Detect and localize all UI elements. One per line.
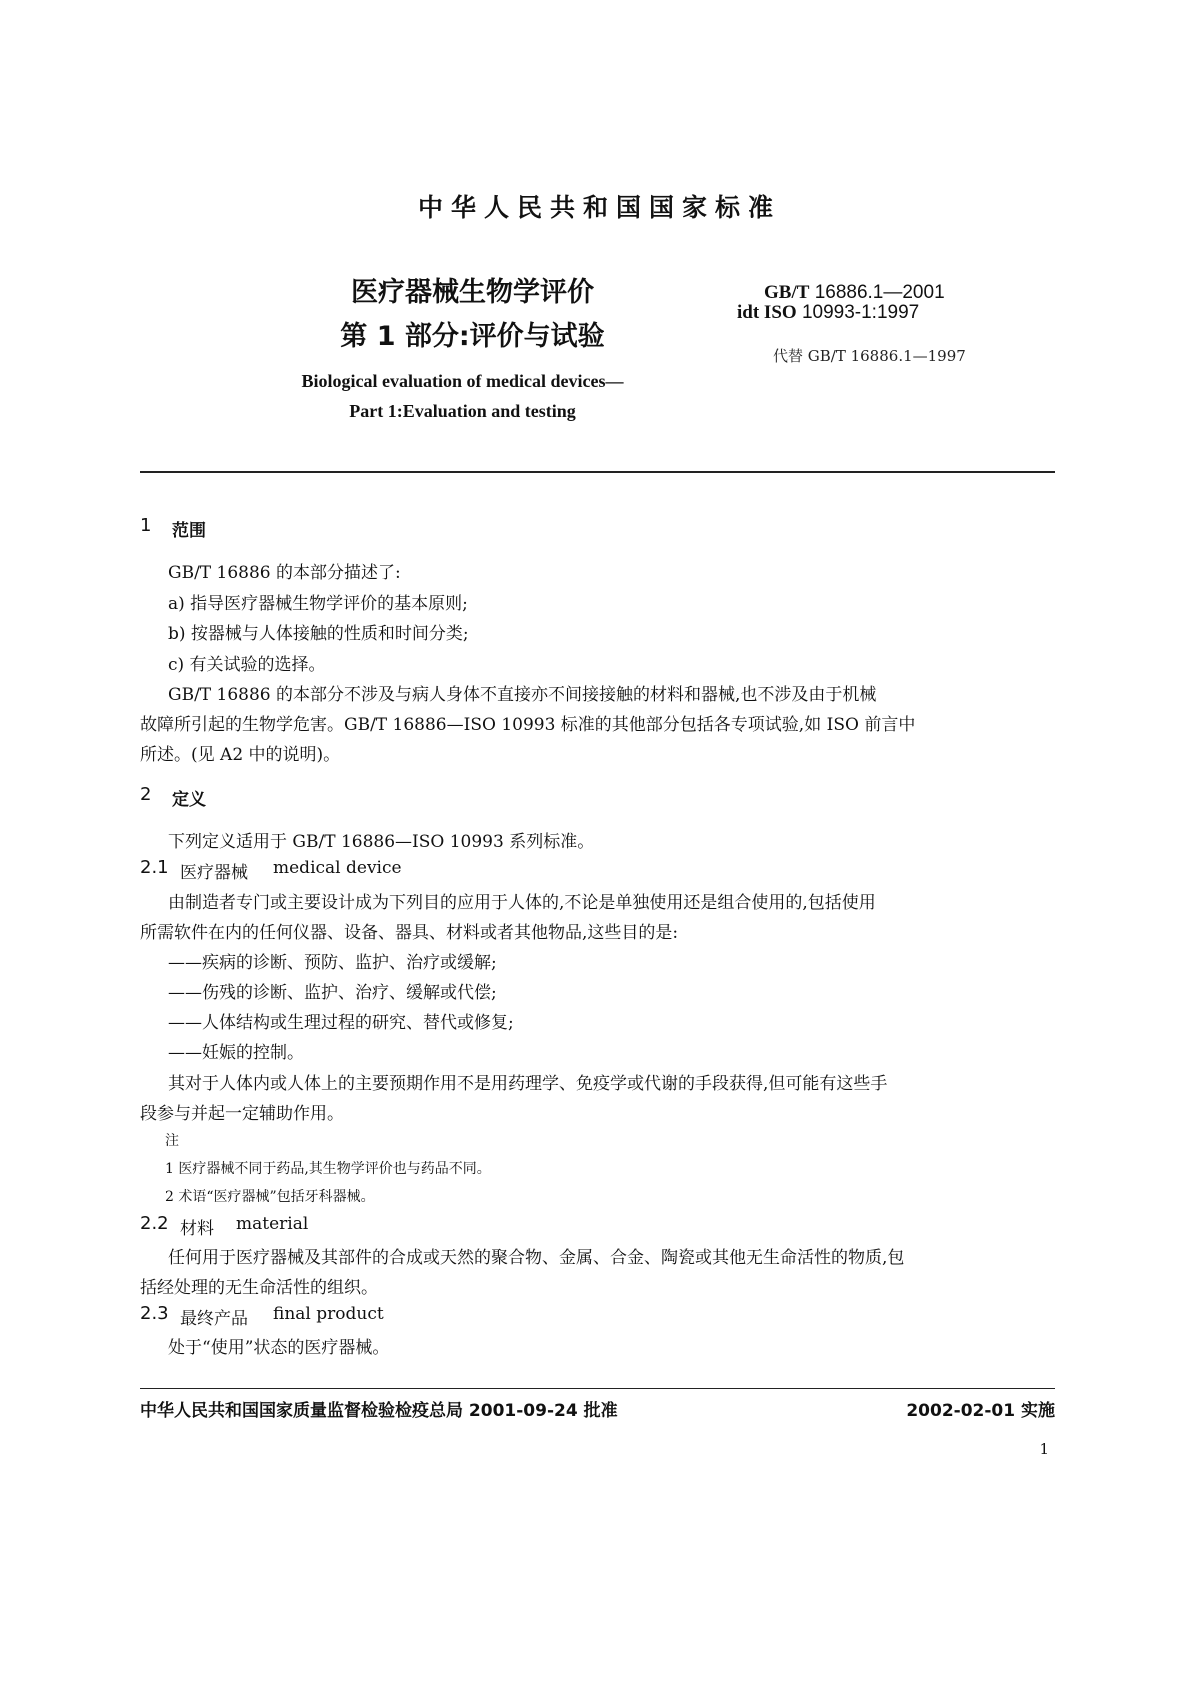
term-2-3-number: 2.3	[140, 1303, 169, 1324]
term-2-3-en: final product	[273, 1304, 384, 1324]
term-2-1-para-line2: 段参与并起一定辅助作用。	[140, 1104, 344, 1124]
term-2-1-number: 2.1	[140, 857, 169, 878]
idt-code	[737, 302, 919, 324]
standard-code-prefix: GB/T	[764, 282, 810, 303]
term-2-2-number: 2.2	[140, 1213, 169, 1234]
term-2-3-def-line1: 处于“使用”状态的医疗器械。	[168, 1338, 390, 1358]
footer-divider	[140, 1388, 1055, 1389]
english-title-line2: Part 1:Evaluation and testing	[349, 401, 576, 421]
implementation-date: 2002-02-01 实施	[906, 1401, 1055, 1421]
section1-item-b: b) 按器械与人体接触的性质和时间分类;	[168, 624, 469, 644]
section2-title: 定义	[172, 790, 206, 810]
section1-item-a: a) 指导医疗器械生物学评价的基本原则;	[168, 594, 468, 614]
section1-para-line2: 故障所引起的生物学危害。GB/T 16886—ISO 10993 标准的其他部分包括各专项试验,如 ISO 前言中	[140, 715, 916, 735]
term-2-1-dash-2: ——伤残的诊断、监护、治疗、缓解或代偿;	[168, 983, 497, 1003]
note-2: 2 术语“医疗器械”包括牙科器械。	[165, 1189, 375, 1205]
term-2-2-cn: 材料	[180, 1219, 214, 1239]
standard-code-number: 16886.1—2001	[814, 282, 945, 303]
section1-item-c: c) 有关试验的选择。	[168, 655, 326, 675]
term-2-1-def-line1: 由制造者专门或主要设计成为下列目的应用于人体的,不论是单独使用还是组合使用的,包括使用	[168, 893, 876, 913]
page-number: 1	[1039, 1440, 1049, 1458]
idt-prefix: idt ISO	[737, 302, 797, 323]
section1-intro: GB/T 16886 的本部分描述了:	[168, 563, 401, 583]
section1-number: 1	[140, 515, 152, 536]
english-title-line1: Biological evaluation of medical devices—	[301, 371, 624, 391]
term-2-1-dash-4: ——妊娠的控制。	[168, 1043, 304, 1063]
idt-number: 10993-1:1997	[801, 302, 920, 323]
term-2-1-para-line1: 其对于人体内或人体上的主要预期作用不是用药理学、免疫学或代谢的手段获得,但可能有这些手	[168, 1074, 888, 1094]
standard-code	[764, 282, 945, 304]
note-label: 注	[165, 1133, 179, 1149]
section1-para-line1: GB/T 16886 的本部分不涉及与病人身体不直接亦不间接接触的材料和器械,也不涉及由于机械	[168, 685, 877, 705]
chinese-title-line2: 第 1 部分:评价与试验	[340, 321, 605, 352]
approval-statement: 中华人民共和国国家质量监督检验检疫总局 2001-09-24 批准	[140, 1401, 618, 1421]
section1-title: 范围	[172, 521, 206, 541]
term-2-3-cn: 最终产品	[180, 1309, 248, 1329]
term-2-1-dash-1: ——疾病的诊断、预防、监护、治疗或缓解;	[168, 953, 497, 973]
header-divider	[140, 471, 1055, 473]
term-2-1-cn: 医疗器械	[180, 863, 248, 883]
chinese-title-line1: 医疗器械生物学评价	[351, 277, 594, 308]
term-2-2-en: material	[236, 1214, 309, 1234]
term-2-1-dash-3: ——人体结构或生理过程的研究、替代或修复;	[168, 1013, 514, 1033]
replaces-note: 代替 GB/T 16886.1—1997	[773, 347, 966, 365]
term-2-2-def-line2: 括经处理的无生命活性的组织。	[140, 1278, 378, 1298]
term-2-2-def-line1: 任何用于医疗器械及其部件的合成或天然的聚合物、金属、合金、陶瓷或其他无生命活性的物质,包	[168, 1248, 905, 1268]
section1-para-line3: 所述。(见 A2 中的说明)。	[140, 745, 341, 765]
section2-number: 2	[140, 784, 152, 805]
term-2-1-en: medical device	[273, 858, 402, 878]
national-standard-heading: 中华人民共和国国家标准	[417, 193, 781, 222]
term-2-1-def-line2: 所需软件在内的任何仪器、设备、器具、材料或者其他物品,这些目的是:	[140, 923, 679, 943]
note-1: 1 医疗器械不同于药品,其生物学评价也与药品不同。	[165, 1161, 491, 1177]
section2-intro: 下列定义适用于 GB/T 16886—ISO 10993 系列标准。	[168, 832, 595, 852]
